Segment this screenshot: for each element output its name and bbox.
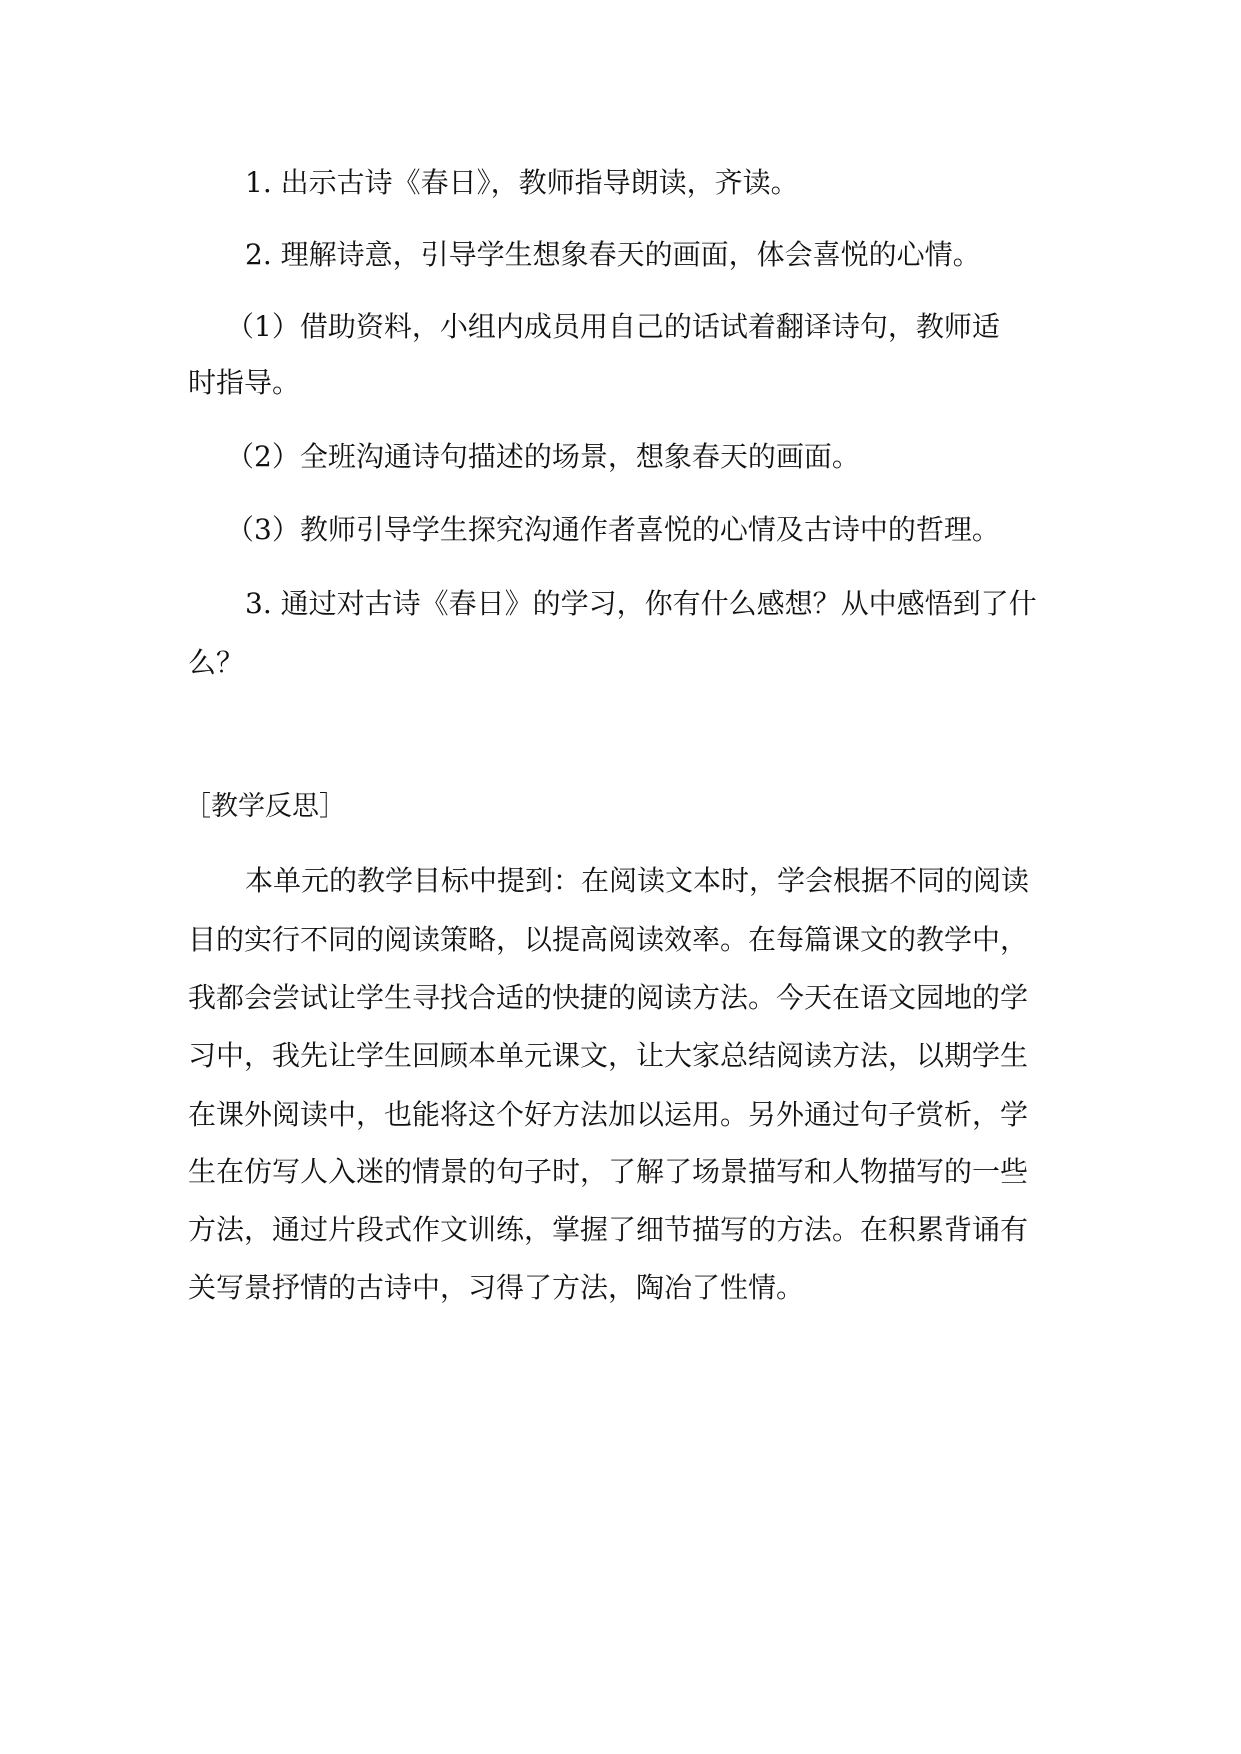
step-2: 2. 理解诗意，引导学生想象春天的画面，体会喜悦的心情。 [245, 238, 981, 271]
step-3-line-1: 3. 通过对古诗《春日》的学习，你有什么感想？从中感悟到了什 [245, 587, 1037, 620]
reflection-heading: ［教学反思］ [184, 791, 346, 822]
sub-step-3: （3）教师引导学生探究沟通作者喜悦的心情及古诗中的哲理。 [226, 513, 1000, 546]
step-1: 1. 出示古诗《春日》，教师指导朗读，齐读。 [245, 166, 799, 199]
reflection-line-6: 生在仿写人入迷的情景的句子时，了解了场景描写和人物描写的一些 [188, 1155, 1029, 1188]
reflection-line-3: 我都会尝试让学生寻找合适的快捷的阅读方法。今天在语文园地的学 [188, 981, 1029, 1014]
step-3-line-2: 么？ [188, 646, 245, 679]
reflection-line-1: 本单元的教学目标中提到：在阅读文本时，学会根据不同的阅读 [245, 864, 1030, 897]
sub-step-2: （2）全班沟通诗句描述的场景，想象春天的画面。 [226, 440, 860, 473]
reflection-line-8: 关写景抒情的古诗中，习得了方法，陶冶了性情。 [188, 1271, 805, 1304]
reflection-line-5: 在课外阅读中，也能将这个好方法加以运用。另外通过句子赏析，学 [188, 1098, 1029, 1131]
reflection-line-2: 目的实行不同的阅读策略，以提高阅读效率。在每篇课文的教学中， [188, 923, 1029, 956]
reflection-line-7: 方法，通过片段式作文训练，掌握了细节描写的方法。在积累背诵有 [188, 1213, 1029, 1246]
sub-step-1-line-2: 时指导。 [188, 366, 301, 399]
reflection-line-4: 习中，我先让学生回顾本单元课文，让大家总结阅读方法，以期学生 [188, 1039, 1029, 1072]
sub-step-1-line-1: （1）借助资料，小组内成员用自己的话试着翻译诗句，教师适 [226, 310, 1000, 343]
